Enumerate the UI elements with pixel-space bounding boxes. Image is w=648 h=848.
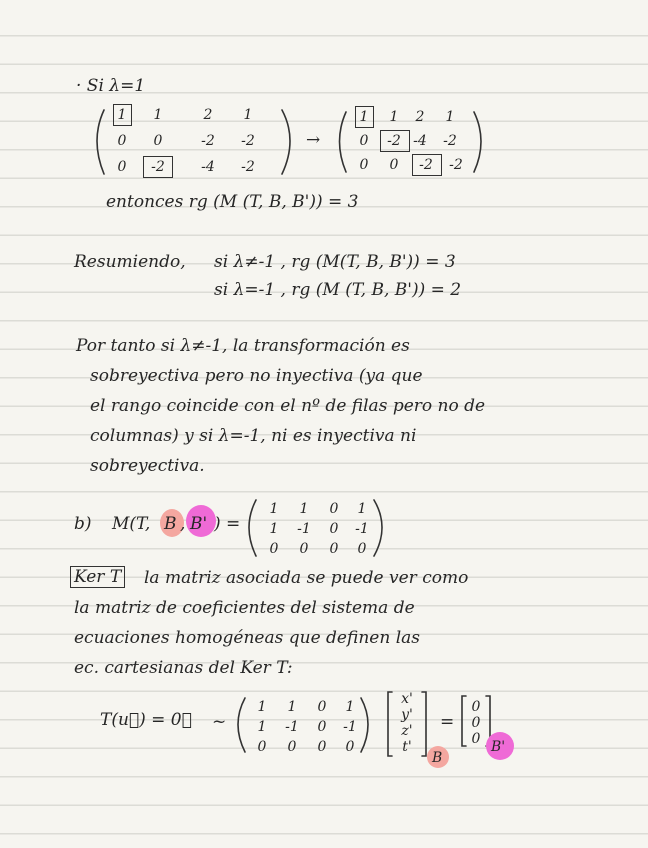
matrix-cell: 1 (153, 107, 163, 123)
paragraph-line: columnas) y si λ=-1, ni es inyectiva ni (90, 426, 417, 446)
vector-entry: x' (401, 691, 413, 707)
matrix-cell: 0 (317, 719, 327, 735)
equation-lhs: T(u⃗) = 0⃗ (100, 710, 192, 730)
matrix-cell: 1 (269, 501, 279, 517)
paragraph-line: sobreyectiva. (90, 456, 205, 476)
matrix-cell: 0 (317, 739, 327, 755)
zero-entry: 0 (471, 699, 481, 715)
matrix-cell: -1 (355, 521, 369, 537)
kernel-line: la matriz de coeficientes del sistema de (74, 598, 415, 618)
summary-line-2: si λ=-1 , rg (M (T, B, B')) = 2 (214, 280, 462, 300)
matrix-cell: 0 (329, 521, 339, 537)
kernel-line: la matriz asociada se puede ver como (144, 568, 469, 588)
matrix-cell: 0 (117, 159, 127, 175)
matrix-cell: 0 (257, 739, 267, 755)
matrix-cell: 2 (415, 109, 425, 125)
matrix-cell: -2 (241, 159, 255, 175)
matrix-cell: -1 (285, 719, 299, 735)
matrix-cell: 0 (153, 133, 163, 149)
matrix-cell: 1 (345, 699, 355, 715)
matrix-cell: -2 (449, 157, 463, 173)
matrix-cell: 0 (269, 541, 279, 557)
arrow: → (306, 130, 321, 150)
matrix-cell: 1 (359, 109, 369, 125)
matrix-cell: 0 (345, 739, 355, 755)
matrix-cell: 1 (287, 699, 297, 715)
matrix-cell: 0 (329, 541, 339, 557)
rank-conclusion: entonces rg (M (T, B, B')) = 3 (106, 192, 359, 212)
matrix-cell: 0 (299, 541, 309, 557)
matrix-cell: -4 (201, 159, 215, 175)
zero-entry: 0 (471, 715, 481, 731)
zero-entry: 0 (471, 731, 481, 747)
matrix-cell: -2 (241, 133, 255, 149)
pivot-box (355, 106, 374, 128)
matrix-cell: -2 (443, 133, 457, 149)
paragraph-line: sobreyectiva pero no inyectiva (ya que (90, 366, 423, 386)
part-b-label: b) (74, 514, 92, 534)
similar-sign: ~ (212, 712, 227, 732)
summary-line-1: si λ≠-1 , rg (M(T, B, B')) = 3 (214, 252, 456, 272)
matrix-cell: -2 (151, 159, 165, 175)
paragraph-line: el rango coincide con el nº de filas pero no de (90, 396, 486, 416)
matrix-cell: -2 (419, 157, 433, 173)
matrix-cell: 0 (329, 501, 339, 517)
pivot-box (412, 154, 442, 176)
matrix-cell: 1 (299, 501, 309, 517)
matrix-cell: -1 (297, 521, 311, 537)
summary-lead: Resumiendo, (74, 252, 186, 272)
zero-basis-bprime: B' (491, 739, 506, 755)
matrix-cell: 0 (389, 157, 399, 173)
matrix-cell: 1 (357, 501, 367, 517)
vector-entry: t' (402, 739, 412, 755)
paragraph-line: Por tanto si λ≠-1, la transformación es (76, 336, 410, 356)
case-heading: · Si λ=1 (76, 76, 146, 96)
pivot-box (113, 104, 132, 126)
vector-entry: y' (401, 707, 413, 723)
matrix-cell: -2 (201, 133, 215, 149)
kernel-line: ec. cartesianas del Ker T: (74, 658, 293, 678)
matrix-cell: 0 (287, 739, 297, 755)
comma: , (180, 514, 186, 534)
equals-sign: = (440, 712, 455, 732)
matrix-cell: 0 (359, 157, 369, 173)
matrix-cell: 0 (317, 699, 327, 715)
matrix-cell: 1 (389, 109, 399, 125)
matrix-cell: -4 (413, 133, 427, 149)
matrix-label-prefix: M(T, (112, 514, 151, 534)
basis-bprime: B' (190, 514, 208, 534)
kernel-line: ecuaciones homogéneas que definen las (74, 628, 420, 648)
matrix-cell: 1 (117, 107, 127, 123)
matrix-cell: 1 (257, 699, 267, 715)
vector-entry: z' (401, 723, 413, 739)
matrix-cell: 2 (203, 107, 213, 123)
matrix-cell: -2 (387, 133, 401, 149)
basis-b: B (164, 514, 177, 534)
pivot-box (380, 130, 410, 152)
matrix-cell: 1 (243, 107, 253, 123)
matrix-label-suffix: ) = (214, 514, 241, 534)
matrix-cell: 1 (445, 109, 455, 125)
matrix-cell: 0 (359, 133, 369, 149)
matrix-cell: 1 (269, 521, 279, 537)
matrix-cell: 1 (257, 719, 267, 735)
pivot-box (143, 156, 173, 178)
kernel-tag: Ker T (70, 566, 125, 588)
matrix-cell: -1 (343, 719, 357, 735)
matrix-cell: 0 (357, 541, 367, 557)
vector-basis-b: B (432, 750, 443, 766)
matrix-cell: 0 (117, 133, 127, 149)
